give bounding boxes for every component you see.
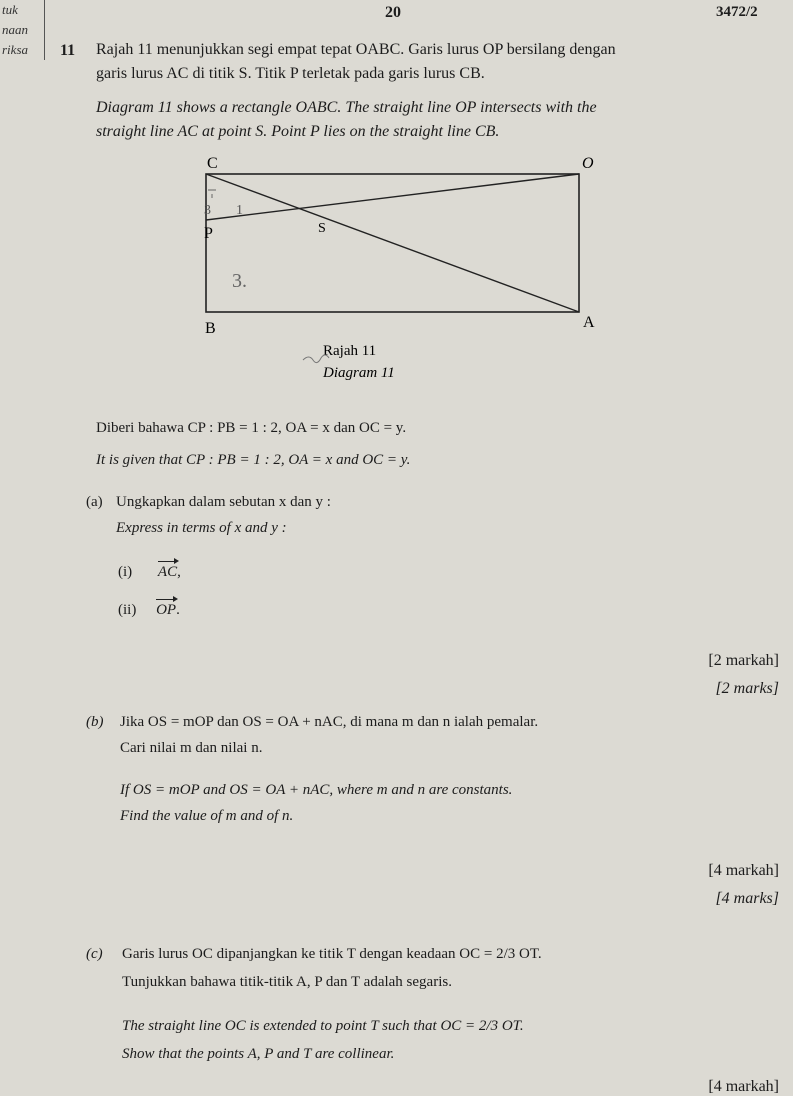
label-c: C — [207, 155, 218, 172]
part-a-item-ii — [118, 602, 180, 619]
part-b-line2-ms: Cari nilai m dan nilai n. — [120, 740, 263, 756]
given-ms — [96, 420, 406, 437]
part-a-marks-en: [2 marks] — [715, 680, 779, 697]
part-c-line2-en: Show that the points A, P and T are collinear. — [122, 1046, 395, 1062]
scribble-3: 3 — [204, 203, 211, 218]
item-ii-label: (ii) — [118, 602, 137, 618]
margin-text-mid: naan — [2, 22, 28, 37]
part-b-marks-ms: [4 markah] — [708, 862, 779, 879]
part-c-line2-ms: Tunjukkan bahawa titik-titik A, P dan T adalah segaris. — [122, 974, 452, 990]
page-number: 20 — [385, 4, 401, 21]
part-c-label: (c) — [86, 946, 103, 962]
part-a-marks-ms: [2 markah] — [708, 652, 779, 669]
stem-en-line-2: straight line AC at point S. Point P lies on the straight line CB. — [96, 123, 500, 140]
part-a-instr-en: Express in terms of x and y : — [116, 520, 287, 536]
scribble-3-lower: 3. — [232, 270, 247, 292]
label-s: S — [318, 221, 326, 236]
part-b-line1-ms: Jika OS = mOP dan OS = OA + nAC, di mana m dan n ialah pemalar. — [120, 714, 539, 730]
stem-ms-line-1: Rajah 11 menunjukkan segi empat tepat OABC. Garis lurus OP bersilang dengan — [96, 41, 616, 58]
part-b-line1-en: If OS = mOP and OS = OA + nAC, where m and n are constants. — [120, 782, 513, 798]
stem-en-line-1: Diagram 11 shows a rectangle OABC. The straight line OP intersects with the — [96, 99, 597, 116]
item-i-suffix: , — [177, 564, 181, 580]
given-en — [96, 452, 410, 469]
vector-ac: AC — [157, 564, 178, 580]
margin-text-low: riksa — [2, 42, 28, 57]
label-b: B — [205, 320, 216, 337]
given-en-text: It is given that CP : PB = 1 : 2, OA = x and OC = y. — [96, 452, 411, 468]
part-a-item-i — [118, 564, 181, 581]
stem-ms-line-2: garis lurus AC di titik S. Titik P terletak pada garis lurus CB. — [96, 65, 485, 82]
scribble-1: 1 — [236, 203, 243, 218]
caption-ms: Rajah 11 — [323, 343, 377, 359]
paper-code: 3472/2 — [716, 4, 758, 20]
part-c-marks-ms: [4 markah] — [708, 1078, 779, 1095]
given-ms-text: Diberi bahawa CP : PB = 1 : 2, OA = x dan OC = y. — [96, 420, 407, 436]
part-b-label: (b) — [86, 714, 104, 730]
caption-en: Diagram 11 — [323, 365, 395, 381]
label-a: A — [583, 314, 595, 331]
line-ac — [206, 174, 579, 312]
part-b-line2-en: Find the value of m and of n. — [120, 808, 294, 824]
rectangle-diagram — [0, 0, 793, 400]
part-b-marks-en: [4 marks] — [715, 890, 779, 907]
label-o: O — [582, 155, 594, 172]
question-number: 11 — [60, 42, 76, 59]
line-op — [206, 174, 579, 220]
part-c-line1-en: The straight line OC is extended to point T such that OC = 2/3 OT. — [122, 1018, 524, 1034]
part-a-instr-ms: Ungkapkan dalam sebutan x dan y : — [116, 494, 331, 510]
label-p: P — [204, 225, 213, 242]
vector-op: OP — [156, 602, 177, 618]
item-i-label: (i) — [118, 564, 133, 580]
part-c-line1-ms: Garis lurus OC dipanjangkan ke titik T dengan keadaan OC = 2/3 OT. — [122, 946, 542, 962]
part-a-label: (a) — [86, 494, 103, 510]
margin-text-top: tuk — [2, 2, 18, 17]
item-ii-suffix: . — [176, 602, 180, 618]
